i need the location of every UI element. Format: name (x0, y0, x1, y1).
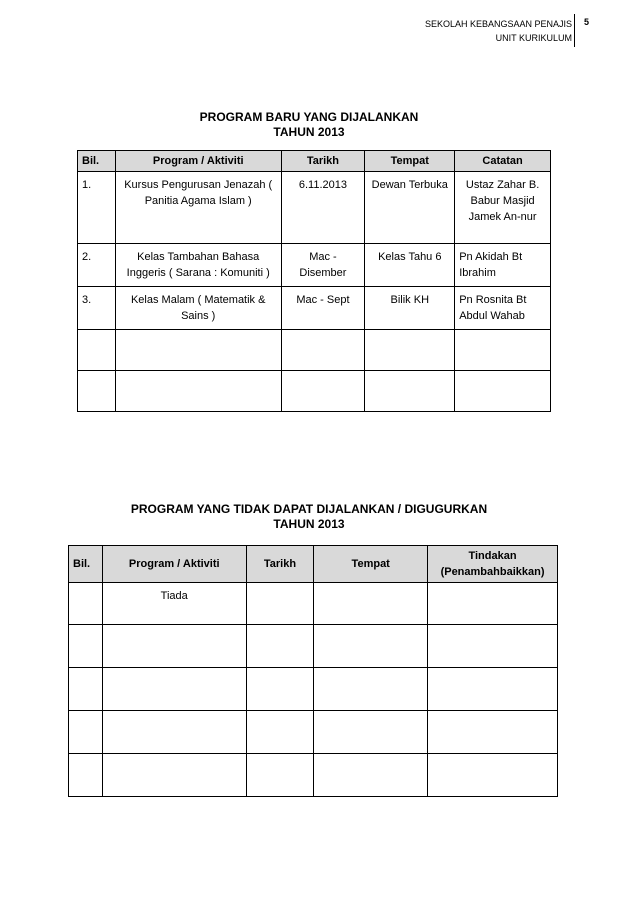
cell-bil: 3. (78, 287, 116, 330)
school-name: SEKOLAH KEBANGSAAN PENAJIS (424, 19, 572, 29)
cell-program: Kelas Tambahan Bahasa Inggeris ( Sarana : Komuniti ) (115, 244, 281, 287)
table-row (69, 583, 558, 625)
col-bil: Bil. (78, 151, 116, 172)
col-program: Program / Aktiviti (102, 546, 246, 583)
cell-bil: 1. (78, 172, 116, 244)
unit-name: UNIT KURIKULUM (495, 33, 572, 43)
program-gugur-table (68, 545, 558, 797)
section2-title-line2: TAHUN 2013 (273, 517, 345, 531)
cell-tarikh: Mac - Disember (281, 244, 365, 287)
col-tarikh: Tarikh (281, 151, 365, 172)
section2-title-line1: PROGRAM YANG TIDAK DAPAT DIJALANKAN / DIGUGURKAN (130, 502, 488, 516)
table-row-empty (78, 371, 551, 412)
table-header-row (78, 151, 551, 172)
table-row-empty (69, 668, 558, 711)
table-header-row (69, 546, 558, 583)
header-text (425, 17, 572, 45)
cell-program: Kursus Pengurusan Jenazah ( Panitia Agama Islam ) (115, 172, 281, 244)
section1-title-line1: PROGRAM BARU YANG DIJALANKAN (199, 110, 419, 124)
cell-tarikh: Mac - Sept (281, 287, 365, 330)
cell-bil: 2. (78, 244, 116, 287)
table-row (78, 244, 551, 287)
col-tarikh: Tarikh (246, 546, 314, 583)
cell-catatan: Ustaz Zahar B. Babur Masjid Jamek An-nur (455, 172, 551, 244)
header-divider (574, 14, 575, 47)
col-tempat: Tempat (365, 151, 455, 172)
section1-title (0, 110, 628, 140)
section2-title (0, 502, 628, 532)
table-row (78, 172, 551, 244)
section1-title-line2: TAHUN 2013 (273, 125, 345, 139)
cell-catatan: Pn Rosnita Bt Abdul Wahab (455, 287, 551, 330)
cell-tempat: Dewan Terbuka (365, 172, 455, 244)
program-baru-table (77, 150, 551, 412)
cell-tempat: Bilik KH (365, 287, 455, 330)
cell-program: Kelas Malam ( Matematik & Sains ) (115, 287, 281, 330)
table-row-empty (78, 330, 551, 371)
cell-catatan: Pn Akidah Bt Ibrahim (455, 244, 551, 287)
table-row-empty (69, 711, 558, 754)
cell-program: Tiada (102, 583, 246, 625)
col-tempat: Tempat (314, 546, 428, 583)
table-row (78, 287, 551, 330)
cell-tempat: Kelas Tahu 6 (365, 244, 455, 287)
col-catatan: Catatan (455, 151, 551, 172)
col-bil: Bil. (69, 546, 103, 583)
table-row-empty (69, 754, 558, 797)
col-program: Program / Aktiviti (115, 151, 281, 172)
col-tindakan: Tindakan (Penambahbaikkan) (428, 546, 558, 583)
cell-tarikh: 6.11.2013 (281, 172, 365, 244)
table-row-empty (69, 625, 558, 668)
page-number: 5 (584, 17, 590, 27)
